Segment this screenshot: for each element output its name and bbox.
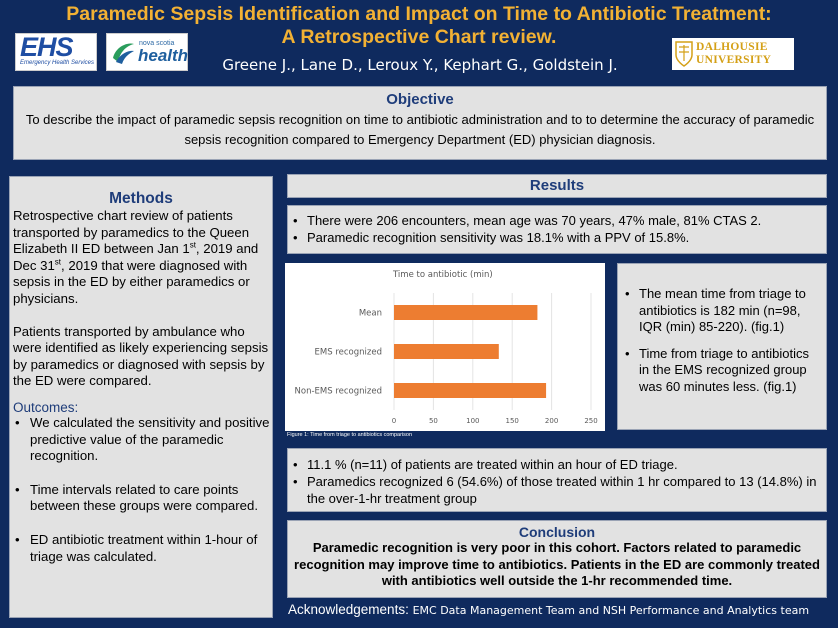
conclusion-panel <box>287 520 827 598</box>
x-tick-label: 50 <box>428 417 438 425</box>
list-item <box>290 229 822 246</box>
x-tick-label: 100 <box>466 417 480 425</box>
objective-heading: Objective <box>386 91 454 108</box>
result-text: Paramedic recognition sensitivity was 18.1% with a PPV of 15.8%. <box>307 230 690 245</box>
methods-p1-part-3: , 2019 that were diagnosed with sepsis in the ED by either paramedics or physicians. <box>13 257 250 306</box>
category-label: EMS recognized <box>314 347 382 358</box>
outcome-text: ED antibiotic treatment within 1-hour of triage was calculated. <box>30 531 258 564</box>
bullet-icon: • <box>625 286 630 301</box>
objective-text: To describe the impact of paramedic sepsis recognition on time to antibiotic administration and to to determine the accuracy of paramedic sepsis recognition compared to Emergency Department (ED) physician diagnosis. <box>25 112 815 147</box>
results-heading-panel <box>287 174 827 198</box>
bullet-icon: • <box>293 213 298 228</box>
title-line-2: A Retrospective Chart review. <box>281 26 557 48</box>
x-tick-label: 150 <box>505 417 519 425</box>
list-item <box>290 456 820 473</box>
acknowledgements <box>288 602 809 617</box>
outcome-text: Time intervals related to care points between these groups were compared. <box>30 481 258 514</box>
shield-icon <box>675 41 693 67</box>
results-right-list <box>618 264 826 395</box>
methods-p1-part-1: Retrospective chart review of patients transported by paramedics to the Queen Elizabeth II ED between Jan 1 <box>13 208 250 257</box>
results-bottom-list <box>288 449 826 507</box>
list-item <box>622 286 820 336</box>
list-item <box>13 532 272 565</box>
bullet-icon: • <box>15 531 20 547</box>
acknowledgements-label: Acknowledgements: <box>288 602 409 617</box>
methods-paragraph-1 <box>10 208 272 308</box>
x-tick-label: 0 <box>391 417 397 425</box>
conclusion-heading: Conclusion <box>518 524 596 540</box>
list-item <box>622 346 820 396</box>
bullet-icon: • <box>293 457 298 472</box>
methods-p1-sup-2: st <box>54 257 62 267</box>
ehs-logo-text: EHS <box>20 32 73 62</box>
swirl-icon <box>110 38 136 66</box>
dalhousie-logo <box>672 38 794 70</box>
title-line-1: Paramedic Sepsis Identification and Impact on Time to Antibiotic Treatment: <box>66 3 772 25</box>
conclusion-text: Paramedic recognition is very poor in this cohort. Factors related to paramedic recognition may improve time to antibiotics. Patients in the ED are commonly treated with antibiotics well outside the 1-hr recommended time. <box>294 540 820 588</box>
nova-scotia-health-logo <box>106 33 188 71</box>
acknowledgements-text: EMC Data Management Team and NSH Performance and Analytics team <box>412 604 810 617</box>
result-text: There were 206 encounters, mean age was 70 years, 47% male, 81% CTAS 2. <box>307 213 762 228</box>
ehs-logo-subtext: Emergency Health Services <box>19 60 95 66</box>
methods-paragraph-2: Patients transported by ambulance who were identified as likely experiencing sepsis by paramedics or diagnosed with sepsis by the ED were compared. <box>13 323 269 389</box>
methods-heading: Methods <box>109 190 173 207</box>
results-time-panel <box>617 263 827 430</box>
methods-p1-sup-1: st <box>189 240 196 250</box>
bar <box>394 383 546 398</box>
result-text: The mean time from triage to antibiotics is 182 min (n=98, IQR (min) 85-220). (fig.1) <box>639 286 806 334</box>
results-summary-panel <box>287 205 827 254</box>
outcomes-list <box>10 415 272 565</box>
list-item <box>290 212 822 229</box>
bullet-icon: • <box>15 481 20 497</box>
authors: Greene J., Lane D., Leroux Y., Kephart G., Goldstein J. <box>222 56 618 74</box>
results-top-list <box>288 206 826 246</box>
dal-line-2: UNIVERSITY <box>696 54 772 66</box>
result-text: Paramedics recognized 6 (54.6%) of those treated within 1 hr compared to 13 (14.8%) in the over-1-hr treatment group <box>307 474 817 506</box>
bar <box>394 344 499 359</box>
objective-panel <box>13 86 827 160</box>
figure-caption: Figure 1: Time from triage to antibiotics comparison <box>287 432 413 438</box>
bullet-icon: • <box>293 230 298 245</box>
results-heading: Results <box>529 177 585 194</box>
outcomes-heading: Outcomes: <box>13 399 79 415</box>
methods-panel <box>9 176 273 618</box>
ehs-logo <box>15 33 97 71</box>
dal-line-1: DALHOUSIE <box>696 41 768 53</box>
ns-logo-main-text: health <box>138 46 189 65</box>
category-label: Non-EMS recognized <box>294 386 382 397</box>
time-to-antibiotic-chart <box>285 263 605 431</box>
dalhousie-logo-text <box>696 41 792 67</box>
list-item <box>290 473 820 507</box>
x-tick-label: 250 <box>584 417 598 425</box>
methods-p1-part-2: , 2019 and Dec 31 <box>13 241 259 273</box>
outcome-text: We calculated the sensitivity and positive predictive value of the paramedic recognition. <box>30 414 270 464</box>
result-text: 11.1 % (n=11) of patients are treated within an hour of ED triage. <box>307 457 678 472</box>
bar <box>394 305 537 320</box>
category-label: Mean <box>358 308 382 319</box>
results-treatment-panel <box>287 448 827 512</box>
x-tick-label: 200 <box>544 417 559 425</box>
list-item <box>13 415 272 465</box>
chart-title: Time to antibiotic (min) <box>393 270 493 280</box>
result-text: Time from triage to antibiotics in the EMS recognized group was 60 minutes less. (fig.1) <box>639 345 810 394</box>
bullet-icon: • <box>15 414 20 430</box>
ns-logo-top-text: nova scotia <box>139 40 175 47</box>
bullet-icon: • <box>293 474 298 489</box>
list-item <box>13 482 272 515</box>
chart-svg <box>285 263 605 431</box>
bullet-icon: • <box>625 345 630 361</box>
